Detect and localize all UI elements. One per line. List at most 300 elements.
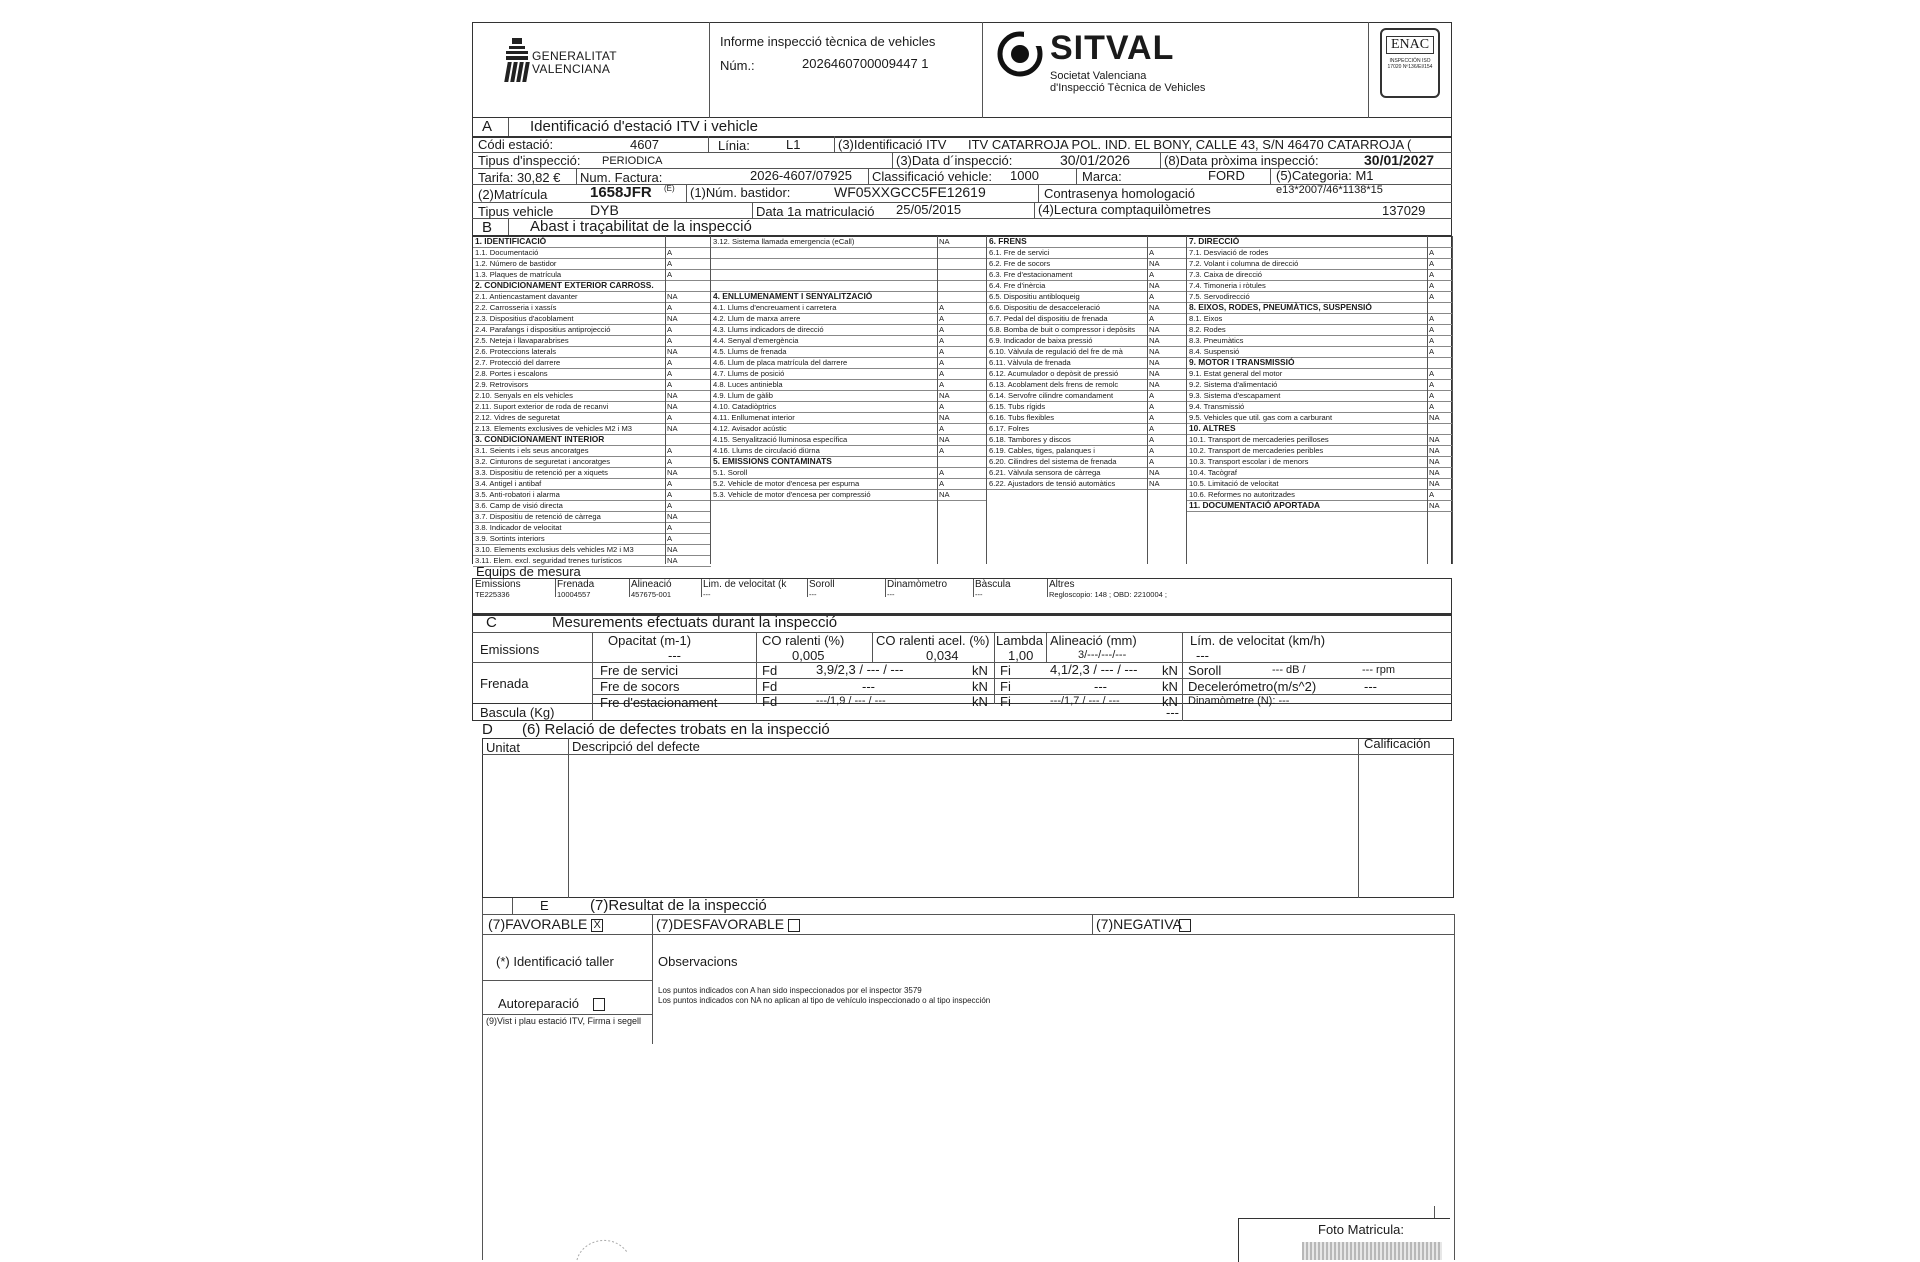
identificacio-itv-label: (3)Identificació ITV (838, 137, 947, 152)
checklist-item-result: A (667, 336, 673, 345)
checklist-item (711, 236, 987, 247)
defects-col-calificacion: Calificación (1364, 736, 1431, 751)
checklist-item-label: 5.1. Soroll (713, 468, 748, 477)
bascula-value: --- (1166, 705, 1179, 720)
checklist-item-result: A (667, 501, 673, 510)
checklist-item (711, 247, 987, 258)
tipus-vehicle-label: Tipus vehicle (478, 204, 554, 219)
fre-estacionament-fi-label: Fi (1000, 694, 1011, 709)
equip-value: TE225336 (475, 590, 510, 599)
checklist-item-result: A (939, 468, 945, 477)
fre-socors-fi-value: --- (1094, 679, 1107, 694)
matricula-value: 1658JFR (590, 184, 652, 201)
equip-cell (975, 579, 1049, 613)
checklist-item-label: 4.15. Senyalització lluminosa específica (713, 435, 848, 444)
checklist-item (711, 434, 987, 445)
equip-name: Alineació (631, 579, 672, 590)
negativa-option[interactable] (1096, 916, 1191, 932)
checklist-item-label: 6. FRENS (989, 236, 1027, 246)
checklist-item-label: 4.7. Llums de posició (713, 369, 785, 378)
checklist-item-label: 4.11. Enllumenat interior (713, 413, 795, 422)
checklist-item-label: 6.22. Ajustadors de tensió automàtics (989, 479, 1116, 488)
linia-value: L1 (786, 137, 801, 152)
matricula-label: (2)Matrícula (478, 187, 548, 202)
checklist-item-label: 6.3. Fre d'estacionament (989, 270, 1073, 279)
defects-col-descripcio: Descripció del defecte (572, 739, 700, 754)
equip-name: Dinamòmetro (887, 579, 948, 590)
checklist-item-label: 10.4. Tacògraf (1189, 468, 1237, 477)
enac-name: ENAC (1386, 36, 1434, 54)
checklist-item (987, 247, 1187, 258)
codi-estacio-value: 4607 (630, 137, 659, 152)
checklist-item-label: 6.13. Acoblament dels frens de remolc (989, 380, 1119, 389)
classificacio-label: Classificació vehicle: (872, 169, 992, 184)
checklist-item-label: 2.11. Suport exterior de roda de recanvi (475, 402, 609, 411)
checklist-item (987, 434, 1187, 445)
equip-name: Bàscula (975, 579, 1011, 590)
checklist-item-result: A (1149, 314, 1155, 323)
checklist-item-result: A (1429, 336, 1435, 345)
checklist-item-label: 8.1. Eixos (1189, 314, 1223, 323)
checklist-item (473, 489, 711, 500)
checklist-item-label: 7.2. Volant i columna de direcció (1189, 259, 1299, 268)
equip-value: --- (703, 590, 711, 599)
checklist-item-label: 10.3. Transport escolar i de menors (1189, 457, 1309, 466)
checklist-item-result: NA (939, 490, 950, 499)
checklist-item-result: NA (1429, 435, 1440, 444)
checklist-item (711, 379, 987, 390)
checklist-item-label: 4.16. Llums de circulació diürna (713, 446, 820, 455)
plate-photo-image (1302, 1242, 1442, 1260)
checklist-item (473, 302, 711, 313)
defects-table (482, 738, 1454, 898)
tarifa: Tarifa: 30,82 € (478, 170, 561, 185)
observacions-line1: Los puntos indicados con A han sido inspeccionados por el inspector 3579 (658, 986, 922, 995)
lectura-value: 137029 (1382, 203, 1426, 218)
contrasenya-value: e13*2007/46*1138*15 (1276, 184, 1383, 196)
checklist-item-result: A (1429, 248, 1435, 257)
checklist-item (473, 412, 711, 423)
checklist-item-result: NA (1149, 468, 1160, 477)
checklist-item (711, 368, 987, 379)
checklist-item-result: A (1429, 325, 1435, 334)
frenada-label: Frenada (480, 676, 529, 691)
observacions-label: Observacions (658, 954, 738, 969)
equip-value: 457675-001 (631, 590, 672, 599)
checklist-item (711, 423, 987, 434)
autoreparacio-label: Autoreparació (498, 996, 579, 1011)
checklist-item-result: A (667, 248, 673, 257)
checklist-item (473, 478, 711, 489)
taller-label: (*) Identificació taller (496, 954, 614, 969)
checklist-item-result: NA (1149, 358, 1160, 367)
checklist-item (987, 346, 1187, 357)
equip-name: Emissions (475, 579, 521, 590)
equip-value: --- (809, 590, 817, 599)
checklist-item-label: 2.9. Retrovisors (475, 380, 529, 389)
checklist-item-label: 10.6. Reformes no autoritzades (1189, 490, 1295, 499)
checklist-item (1187, 390, 1453, 401)
fre-servici-fi-value: 4,1/2,3 / --- / --- (1050, 662, 1138, 677)
checklist-item-label: 4.4. Senyal d'emergència (713, 336, 799, 345)
equip-name: Soroll (809, 579, 835, 590)
equip-value: Regloscopio: 148 ; OBD: 2210004 ; (1049, 590, 1167, 599)
checklist-item (711, 313, 987, 324)
checklist-item (711, 489, 987, 500)
checklist-item-label: 4.10. Catadiòptrics (713, 402, 777, 411)
checklist-item (473, 401, 711, 412)
checklist-item-result: NA (939, 413, 950, 422)
sitval-logo-icon (996, 30, 1046, 80)
checklist-item-result: A (939, 314, 945, 323)
generalitat-logo-icon (502, 38, 534, 86)
checklist-item-label: 3.12. Sistema llamada emergencia (eCall) (713, 237, 855, 246)
checklist-item-result: A (667, 270, 673, 279)
checklist-item-result: NA (667, 424, 678, 433)
matricula-country: (E) (664, 184, 675, 193)
checklist-item (711, 478, 987, 489)
checklist-item-label: 3.2. Cinturons de seguretat i ancoratges (475, 457, 611, 466)
equip-cell (809, 579, 887, 613)
fre-estacionament-fi-unit: kN (1162, 694, 1178, 709)
report-title: Informe inspecció tècnica de vehicles (720, 34, 936, 49)
checklist-item (1187, 346, 1453, 357)
fre-socors-label: Fre de socors (600, 679, 680, 694)
checklist-item-result: A (939, 369, 945, 378)
checklist-item (987, 269, 1187, 280)
fre-estacionament-fi-value: ---/1,7 / --- / --- (1050, 695, 1120, 707)
checklist-item (1187, 368, 1453, 379)
checklist-item (473, 291, 711, 302)
checklist-item (711, 258, 987, 269)
checklist-item-result: A (667, 303, 673, 312)
checklist-column-2 (711, 236, 987, 564)
checklist-item (987, 456, 1187, 467)
co-acel-value: 0,034 (926, 648, 959, 663)
checklist-item-label: 10.1. Transport de mercaderies perilloses (1189, 435, 1329, 444)
checklist-column-4 (1187, 236, 1453, 564)
report-header (472, 22, 1452, 118)
bascula-row (472, 704, 1452, 721)
bascula-label: Bascula (Kg) (480, 705, 555, 720)
checklist-item-result: A (1149, 402, 1155, 411)
checklist-item-label: 6.17. Folres (989, 424, 1030, 433)
checklist-item-label: 5. EMISSIONS CONTAMINATS (713, 456, 832, 466)
checklist-item-label: 6.9. Indicador de baixa pressió (989, 336, 1093, 345)
checklist-item-result: NA (1149, 325, 1160, 334)
stamp-mark-icon (572, 1232, 632, 1262)
checklist-item-result: NA (667, 314, 678, 323)
observacions-line2: Los puntos indicados con NA no aplican al tipo de vehículo inspeccionado o al tipo inspección (658, 996, 991, 1005)
bastidor-value: WF05XXGCC5FE12619 (834, 184, 986, 200)
section-a-title: Identificació d'estació ITV i vehicle (530, 118, 758, 135)
fre-socors-fd-unit: kN (972, 679, 988, 694)
report-number-value: 2026460700009447 1 (802, 56, 929, 71)
checklist-item-result: A (939, 446, 945, 455)
checklist-item (711, 456, 987, 467)
checklist-item-result: NA (667, 512, 678, 521)
checklist-item-result: A (1149, 270, 1155, 279)
checklist-item-result: NA (1149, 281, 1160, 290)
checklist-item (473, 258, 711, 269)
section-e-letter: E (540, 898, 549, 913)
checklist-item (987, 390, 1187, 401)
checklist-item-label: 3.1. Seients i els seus ancoratges (475, 446, 589, 455)
checklist-item (1187, 258, 1453, 269)
checklist-item (1187, 313, 1453, 324)
fre-servici-fi-label: Fi (1000, 663, 1011, 678)
checklist-item (1187, 478, 1453, 489)
checklist-item-label: 1.3. Plaques de matrícula (475, 270, 562, 279)
fre-servici-fd-unit: kN (972, 663, 988, 678)
marca-value: FORD (1208, 168, 1245, 183)
checklist-item-label: 6.18. Tambores y discos (989, 435, 1071, 444)
section-d-letter: D (482, 721, 493, 738)
checklist-item-label: 9.3. Sistema d'escapament (1189, 391, 1281, 400)
checklist-item-label: 7. DIRECCIÓ (1189, 236, 1240, 246)
checklist-item-result: A (939, 347, 945, 356)
data-inspeccio-value: 30/01/2026 (1060, 152, 1131, 168)
checklist-item (1187, 489, 1453, 500)
equips-table (472, 578, 1452, 614)
checklist-item (473, 522, 711, 533)
checklist-item-result: NA (667, 402, 678, 411)
classificacio-value: 1000 (1010, 168, 1039, 183)
checklist-item-label: 9.2. Sistema d'alimentació (1189, 380, 1278, 389)
generalitat-name-line1: GENERALITAT (532, 49, 617, 63)
checklist-item-label: 7.4. Timoneria i ròtules (1189, 281, 1266, 290)
checklist-item (711, 324, 987, 335)
equip-cell (557, 579, 631, 613)
checklist-item-result: A (1149, 457, 1155, 466)
checklist-item-label: 3.4. Antigel i antibaf (475, 479, 542, 488)
checklist-item-label: 6.19. Cables, tiges, palanques i (989, 446, 1095, 455)
checklist-item (1187, 445, 1453, 456)
checklist-item-result: NA (1429, 468, 1440, 477)
fre-socors-fi-unit: kN (1162, 679, 1178, 694)
checklist-item-result: A (939, 336, 945, 345)
checklist-item-result: NA (1429, 446, 1440, 455)
autoreparacio-option[interactable] (498, 996, 605, 1011)
checklist-item-result: A (667, 523, 673, 532)
checklist-item-label: 1.2. Número de bastidor (475, 259, 557, 268)
checklist-item (711, 467, 987, 478)
equip-cell (631, 579, 703, 613)
lim-velocitat-label: Lím. de velocitat (km/h) (1190, 633, 1326, 648)
checklist-item-label: 6.4. Fre d'inèrcia (989, 281, 1046, 290)
checklist-item (987, 335, 1187, 346)
checklist-item-label: 8.2. Rodes (1189, 325, 1226, 334)
section-b-letter: B (482, 219, 493, 236)
desfavorable-label: (7)DESFAVORABLE (656, 916, 785, 932)
checklist-item-label: 6.15. Tubs rígids (989, 402, 1046, 411)
checklist-item (987, 280, 1187, 291)
sitval-subtitle (1050, 70, 1205, 94)
checklist-item-label: 10.5. Limitació de velocitat (1189, 479, 1279, 488)
checklist-item (473, 346, 711, 357)
favorable-checkbox[interactable]: X (591, 919, 603, 932)
checklist-item-result: A (667, 457, 673, 466)
checklist-item-result: A (667, 413, 673, 422)
lectura-label: (4)Lectura comptaquilòmetres (1038, 202, 1211, 217)
checklist-item-label: 3.7. Dispositiu de retenció de càrrega (475, 512, 601, 521)
checklist-item-result: A (1429, 259, 1435, 268)
checklist-item-label: 9.1. Estat general del motor (1189, 369, 1283, 378)
checklist-item (473, 269, 711, 280)
autoreparacio-checkbox[interactable] (593, 998, 605, 1011)
checklist-item-label: 6.1. Fre de servici (989, 248, 1050, 257)
checklist-item-label: 3.3. Dispositiu de retenció per a xiquets (475, 468, 608, 477)
checklist-item-result: A (1429, 402, 1435, 411)
checklist-item (1187, 269, 1453, 280)
enac-subtitle: INSPECCIÓN ISO 17020 Nº136/EI/154 (1387, 58, 1433, 70)
checklist-item (473, 467, 711, 478)
desfavorable-checkbox[interactable] (788, 919, 800, 932)
checklist-item-result: A (939, 479, 945, 488)
checklist-item (987, 302, 1187, 313)
checklist-item-label: 2.2. Carrosseria i xassís (475, 303, 557, 312)
co-ralenti-label: CO ralenti (%) (762, 633, 845, 648)
checklist-item (987, 478, 1187, 489)
codi-estacio-label: Códi estació: (478, 137, 554, 152)
generalitat-name (532, 50, 617, 76)
checklist-item-label: 2.6. Proteccions laterals (475, 347, 557, 356)
linia-label: Línia: (718, 138, 750, 153)
checklist-item-label: 6.12. Acumulador o depòsit de pressió (989, 369, 1119, 378)
checklist-item (473, 423, 711, 434)
checklist-item-result: A (1429, 314, 1435, 323)
checklist-item (473, 247, 711, 258)
checklist-item (1187, 423, 1453, 434)
checklist-item-result: A (1429, 380, 1435, 389)
checklist-item-label: 3.9. Sortints interiors (475, 534, 545, 543)
decelerometre-value: --- (1364, 679, 1377, 694)
equips-label: Equips de mesura (476, 564, 581, 579)
checklist-item (711, 412, 987, 423)
data-matriculacio-label: Data 1a matriculació (756, 204, 875, 219)
checklist-item (473, 313, 711, 324)
checklist-item-label: 4.12. Avisador acústic (713, 424, 787, 433)
equip-name: Lim. de velocitat (k (703, 579, 787, 590)
section-b-title: Abast i traçabilitat de la inspecció (530, 218, 752, 235)
checklist-item (473, 544, 711, 555)
co-acel-label: CO ralenti acel. (%) (876, 633, 990, 648)
checklist-item (473, 434, 711, 445)
fre-estacionament-fd-unit: kN (972, 694, 988, 709)
section-e-title: (7)Resultat de la inspecció (590, 897, 767, 914)
dinamometre-label: Dinamòmetre (N): --- (1188, 695, 1290, 707)
sitval-name: SITVAL (1050, 29, 1175, 67)
data-proxima-value: 30/01/2027 (1364, 152, 1435, 168)
checklist-item-result: NA (1429, 501, 1440, 510)
checklist-item-label: 4.2. Llum de marxa arrere (713, 314, 801, 323)
checklist-item-label: 6.5. Dispositiu antibloqueig (989, 292, 1080, 301)
checklist-item (987, 258, 1187, 269)
checklist-item (473, 335, 711, 346)
checklist-item-label: 3.11. Elem. excl. seguridad trenes turísticos (475, 556, 622, 565)
firma-label: (9)Vist i plau estació ITV, Firma i segell (486, 1016, 642, 1026)
checklist-item (1187, 412, 1453, 423)
checklist-item-label: 6.2. Fre de socors (989, 259, 1051, 268)
negativa-checkbox[interactable] (1179, 919, 1191, 932)
checklist-item (473, 445, 711, 456)
checklist-item-label: 1.1. Documentació (475, 248, 539, 257)
checklist-item-label: 11. DOCUMENTACIÓ APORTADA (1189, 500, 1321, 510)
equip-name: Frenada (557, 579, 595, 590)
generalitat-name-line2: VALENCIANA (532, 62, 611, 76)
checklist-item-result: NA (1149, 303, 1160, 312)
checklist-item-label: 9.4. Transmissió (1189, 402, 1245, 411)
checklist-item-label: 4.5. Llums de frenada (713, 347, 787, 356)
checklist-item (987, 401, 1187, 412)
checklist-item-label: 4. ENLLUMENAMENT I SENYALITZACIÓ (713, 291, 873, 301)
checklist-item-result: NA (1429, 479, 1440, 488)
desfavorable-option[interactable] (656, 916, 800, 932)
checklist-item (987, 467, 1187, 478)
checklist-item (987, 291, 1187, 302)
checklist-item-label: 7.3. Caixa de direcció (1189, 270, 1263, 279)
equip-value: 10004557 (557, 590, 591, 599)
checklist-item-label: 3.10. Elements exclusius dels vehicles M2 i M3 (475, 545, 634, 554)
checklist-item (473, 280, 711, 291)
section-c-title: Mesurements efectuats durant la inspecció (552, 614, 838, 631)
co-ralenti-value: 0,005 (792, 648, 825, 663)
checklist-item-result: NA (1149, 369, 1160, 378)
checklist-item (1187, 280, 1453, 291)
tipus-inspeccio-label: Tipus d'inspecció: (478, 153, 581, 168)
checklist-item-result: A (667, 259, 673, 268)
checklist-item-result: A (667, 358, 673, 367)
checklist-item-result: NA (667, 556, 678, 565)
checklist-item-result: A (667, 325, 673, 334)
checklist-item (711, 269, 987, 280)
checklist-item (473, 324, 711, 335)
checklist-item-result: NA (1149, 380, 1160, 389)
checklist-item-label: 3.6. Camp de visió directa (475, 501, 563, 510)
alineacio-value: 3/---/---/--- (1078, 649, 1127, 661)
checklist-item-label: 2.1. Antiencastament davanter (475, 292, 578, 301)
fre-socors-fi-label: Fi (1000, 679, 1011, 694)
fre-servici-label: Fre de servici (600, 663, 679, 678)
favorable-option[interactable] (488, 916, 603, 932)
checklist-item (1187, 379, 1453, 390)
checklist-item-label: 2. CONDICIONAMENT EXTERIOR CARROSS. (475, 280, 654, 290)
enac-badge (1380, 28, 1440, 98)
equip-cell (1049, 579, 1449, 613)
checklist-item-label: 2.8. Portes i escalons (475, 369, 548, 378)
checklist-item-result: NA (1429, 457, 1440, 466)
checklist-item (711, 445, 987, 456)
data-proxima-label: (8)Data pròxima inspecció: (1164, 153, 1319, 168)
bastidor-label: (1)Núm. bastidor: (690, 185, 791, 200)
checklist-item-result: NA (667, 347, 678, 356)
checklist-item-label: 4.3. Llums indicadors de direcció (713, 325, 824, 334)
checklist-item-result: A (939, 358, 945, 367)
equips-row (473, 579, 1453, 613)
checklist-item (711, 291, 987, 302)
checklist-item (1187, 335, 1453, 346)
checklist-item (987, 357, 1187, 368)
checklist-item-label: 3.5. Anti-robatori i alarma (475, 490, 560, 499)
equip-value: --- (887, 590, 895, 599)
soroll-rpm: --- rpm (1362, 664, 1395, 676)
checklist-item (711, 357, 987, 368)
emissions-label: Emissions (480, 642, 540, 657)
checklist-item-label: 2.10. Senyals en els vehicles (475, 391, 573, 400)
opacitat-label: Opacitat (m-1) (608, 633, 692, 648)
section-a-letter: A (482, 118, 493, 135)
favorable-label: (7)FAVORABLE (488, 916, 588, 932)
